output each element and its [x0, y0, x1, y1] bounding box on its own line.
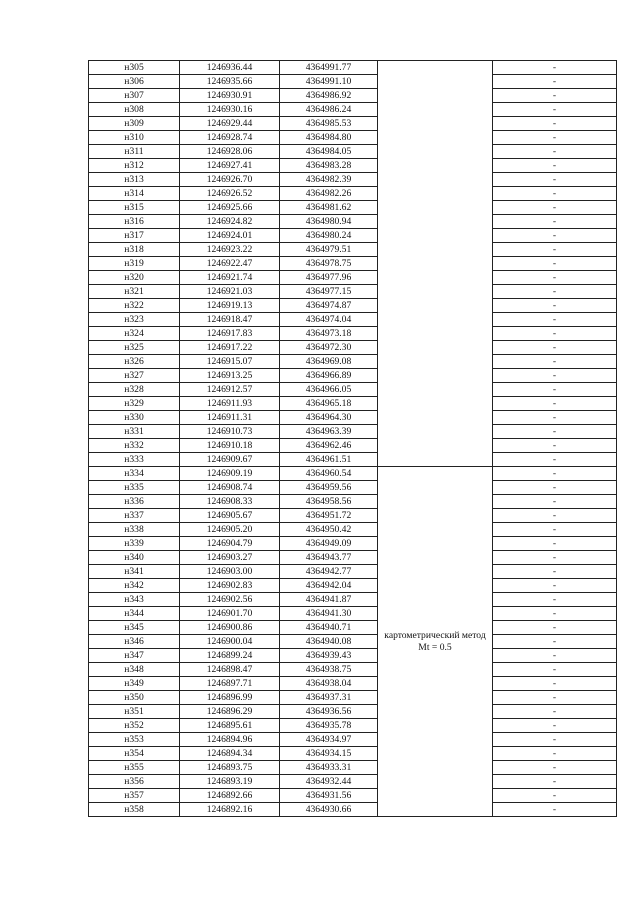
dash-cell: -: [493, 75, 617, 89]
dash-cell: -: [493, 481, 617, 495]
dash-cell: -: [493, 621, 617, 635]
x-coordinate-cell: 1246897.71: [180, 677, 280, 691]
x-coordinate-cell: 1246894.96: [180, 733, 280, 747]
x-coordinate-cell: 1246896.29: [180, 705, 280, 719]
dash-cell: -: [493, 775, 617, 789]
x-coordinate-cell: 1246911.93: [180, 397, 280, 411]
point-name-cell: н338: [89, 523, 180, 537]
y-coordinate-cell: 4364937.31: [280, 691, 378, 705]
y-coordinate-cell: 4364960.54: [280, 467, 378, 481]
dash-cell: -: [493, 537, 617, 551]
table-row: [89, 803, 617, 817]
y-coordinate-cell: 4364938.75: [280, 663, 378, 677]
dash-cell: -: [493, 285, 617, 299]
point-name-cell: н348: [89, 663, 180, 677]
coordinates-table: [88, 60, 617, 817]
y-coordinate-cell: 4364938.04: [280, 677, 378, 691]
point-name-cell: н306: [89, 75, 180, 89]
y-coordinate-cell: 4364979.51: [280, 243, 378, 257]
table-row: [89, 159, 617, 173]
point-name-cell: н336: [89, 495, 180, 509]
x-coordinate-cell: 1246902.56: [180, 593, 280, 607]
x-coordinate-cell: 1246913.25: [180, 369, 280, 383]
x-coordinate-cell: 1246895.61: [180, 719, 280, 733]
table-row: [89, 495, 617, 509]
table-row: [89, 691, 617, 705]
point-name-cell: н358: [89, 803, 180, 817]
dash-cell: -: [493, 61, 617, 75]
x-coordinate-cell: 1246925.66: [180, 201, 280, 215]
x-coordinate-cell: 1246901.70: [180, 607, 280, 621]
point-name-cell: н326: [89, 355, 180, 369]
dash-cell: -: [493, 677, 617, 691]
y-coordinate-cell: 4364980.24: [280, 229, 378, 243]
point-name-cell: н319: [89, 257, 180, 271]
y-coordinate-cell: 4364977.15: [280, 285, 378, 299]
x-coordinate-cell: 1246892.16: [180, 803, 280, 817]
dash-cell: -: [493, 551, 617, 565]
x-coordinate-cell: 1246930.91: [180, 89, 280, 103]
point-name-cell: н349: [89, 677, 180, 691]
dash-cell: -: [493, 733, 617, 747]
table-row: [89, 89, 617, 103]
y-coordinate-cell: 4364934.15: [280, 747, 378, 761]
dash-cell: -: [493, 705, 617, 719]
y-coordinate-cell: 4364943.77: [280, 551, 378, 565]
x-coordinate-cell: 1246909.67: [180, 453, 280, 467]
x-coordinate-cell: 1246896.99: [180, 691, 280, 705]
point-name-cell: н325: [89, 341, 180, 355]
y-coordinate-cell: 4364939.43: [280, 649, 378, 663]
x-coordinate-cell: 1246903.00: [180, 565, 280, 579]
table-row: [89, 397, 617, 411]
table-row: [89, 327, 617, 341]
dash-cell: -: [493, 173, 617, 187]
point-name-cell: н337: [89, 509, 180, 523]
x-coordinate-cell: 1246922.47: [180, 257, 280, 271]
table-row: [89, 453, 617, 467]
x-coordinate-cell: 1246929.44: [180, 117, 280, 131]
table-row: [89, 257, 617, 271]
dash-cell: -: [493, 257, 617, 271]
point-name-cell: н313: [89, 173, 180, 187]
point-name-cell: н355: [89, 761, 180, 775]
x-coordinate-cell: 1246900.04: [180, 635, 280, 649]
dash-cell: -: [493, 215, 617, 229]
x-coordinate-cell: 1246924.01: [180, 229, 280, 243]
table-row: [89, 761, 617, 775]
point-name-cell: н333: [89, 453, 180, 467]
x-coordinate-cell: 1246908.74: [180, 481, 280, 495]
y-coordinate-cell: 4364978.75: [280, 257, 378, 271]
y-coordinate-cell: 4364951.72: [280, 509, 378, 523]
dash-cell: -: [493, 383, 617, 397]
table-row: [89, 775, 617, 789]
point-name-cell: н339: [89, 537, 180, 551]
point-name-cell: н318: [89, 243, 180, 257]
table-row: [89, 607, 617, 621]
point-name-cell: н327: [89, 369, 180, 383]
table-row: [89, 131, 617, 145]
x-coordinate-cell: 1246915.07: [180, 355, 280, 369]
table-row: [89, 355, 617, 369]
x-coordinate-cell: 1246935.66: [180, 75, 280, 89]
point-name-cell: н353: [89, 733, 180, 747]
y-coordinate-cell: 4364980.94: [280, 215, 378, 229]
x-coordinate-cell: 1246893.75: [180, 761, 280, 775]
table-row: [89, 635, 617, 649]
y-coordinate-cell: 4364950.42: [280, 523, 378, 537]
y-coordinate-cell: 4364934.97: [280, 733, 378, 747]
y-coordinate-cell: 4364981.62: [280, 201, 378, 215]
point-name-cell: н309: [89, 117, 180, 131]
y-coordinate-cell: 4364942.04: [280, 579, 378, 593]
dash-cell: -: [493, 369, 617, 383]
x-coordinate-cell: 1246912.57: [180, 383, 280, 397]
x-coordinate-cell: 1246898.47: [180, 663, 280, 677]
x-coordinate-cell: 1246921.03: [180, 285, 280, 299]
point-name-cell: н350: [89, 691, 180, 705]
point-name-cell: н314: [89, 187, 180, 201]
y-coordinate-cell: 4364977.96: [280, 271, 378, 285]
x-coordinate-cell: 1246926.70: [180, 173, 280, 187]
dash-cell: -: [493, 229, 617, 243]
x-coordinate-cell: 1246936.44: [180, 61, 280, 75]
dash-cell: -: [493, 187, 617, 201]
x-coordinate-cell: 1246900.86: [180, 621, 280, 635]
x-coordinate-cell: 1246911.31: [180, 411, 280, 425]
table-row: [89, 481, 617, 495]
point-name-cell: н312: [89, 159, 180, 173]
dash-cell: -: [493, 635, 617, 649]
y-coordinate-cell: 4364991.77: [280, 61, 378, 75]
point-name-cell: н316: [89, 215, 180, 229]
point-name-cell: н307: [89, 89, 180, 103]
y-coordinate-cell: 4364984.80: [280, 131, 378, 145]
y-coordinate-cell: 4364961.51: [280, 453, 378, 467]
x-coordinate-cell: 1246917.83: [180, 327, 280, 341]
table-row: [89, 523, 617, 537]
dash-cell: -: [493, 341, 617, 355]
y-coordinate-cell: 4364965.18: [280, 397, 378, 411]
y-coordinate-cell: 4364962.46: [280, 439, 378, 453]
point-name-cell: н332: [89, 439, 180, 453]
x-coordinate-cell: 1246926.52: [180, 187, 280, 201]
dash-cell: -: [493, 439, 617, 453]
point-name-cell: н317: [89, 229, 180, 243]
table-row: [89, 243, 617, 257]
table-row: [89, 425, 617, 439]
table-row: [89, 565, 617, 579]
point-name-cell: н341: [89, 565, 180, 579]
table-row: [89, 649, 617, 663]
table-row: [89, 285, 617, 299]
point-name-cell: н343: [89, 593, 180, 607]
y-coordinate-cell: 4364982.39: [280, 173, 378, 187]
y-coordinate-cell: 4364930.66: [280, 803, 378, 817]
y-coordinate-cell: 4364959.56: [280, 481, 378, 495]
dash-cell: -: [493, 593, 617, 607]
point-name-cell: н334: [89, 467, 180, 481]
table-row: [89, 201, 617, 215]
y-coordinate-cell: 4364986.92: [280, 89, 378, 103]
table-row: [89, 271, 617, 285]
y-coordinate-cell: 4364983.28: [280, 159, 378, 173]
x-coordinate-cell: 1246910.73: [180, 425, 280, 439]
table-row: [89, 299, 617, 313]
point-name-cell: н342: [89, 579, 180, 593]
dash-cell: -: [493, 299, 617, 313]
y-coordinate-cell: 4364972.30: [280, 341, 378, 355]
table-row: [89, 677, 617, 691]
method-cell: [378, 467, 493, 817]
dash-cell: -: [493, 131, 617, 145]
table-row: [89, 75, 617, 89]
x-coordinate-cell: 1246923.22: [180, 243, 280, 257]
y-coordinate-cell: 4364984.05: [280, 145, 378, 159]
x-coordinate-cell: 1246924.82: [180, 215, 280, 229]
dash-cell: -: [493, 467, 617, 481]
x-coordinate-cell: 1246903.27: [180, 551, 280, 565]
dash-cell: -: [493, 691, 617, 705]
x-coordinate-cell: 1246919.13: [180, 299, 280, 313]
dash-cell: -: [493, 803, 617, 817]
point-name-cell: н328: [89, 383, 180, 397]
table-row: [89, 383, 617, 397]
point-name-cell: н357: [89, 789, 180, 803]
table-row: [89, 117, 617, 131]
table-row: [89, 719, 617, 733]
point-name-cell: н351: [89, 705, 180, 719]
point-name-cell: н340: [89, 551, 180, 565]
table-row: [89, 173, 617, 187]
point-name-cell: н344: [89, 607, 180, 621]
point-name-cell: н335: [89, 481, 180, 495]
dash-cell: -: [493, 243, 617, 257]
point-name-cell: н346: [89, 635, 180, 649]
x-coordinate-cell: 1246928.74: [180, 131, 280, 145]
x-coordinate-cell: 1246905.67: [180, 509, 280, 523]
point-name-cell: н352: [89, 719, 180, 733]
x-coordinate-cell: 1246899.24: [180, 649, 280, 663]
y-coordinate-cell: 4364933.31: [280, 761, 378, 775]
x-coordinate-cell: 1246928.06: [180, 145, 280, 159]
x-coordinate-cell: 1246921.74: [180, 271, 280, 285]
table-row: [89, 369, 617, 383]
point-name-cell: н310: [89, 131, 180, 145]
y-coordinate-cell: 4364941.30: [280, 607, 378, 621]
point-name-cell: н315: [89, 201, 180, 215]
dash-cell: -: [493, 663, 617, 677]
point-name-cell: н320: [89, 271, 180, 285]
table-row: [89, 145, 617, 159]
y-coordinate-cell: 4364973.18: [280, 327, 378, 341]
y-coordinate-cell: 4364941.87: [280, 593, 378, 607]
x-coordinate-cell: 1246910.18: [180, 439, 280, 453]
table-row: [89, 215, 617, 229]
point-name-cell: н356: [89, 775, 180, 789]
y-coordinate-cell: 4364974.87: [280, 299, 378, 313]
table-row: [89, 411, 617, 425]
dash-cell: -: [493, 719, 617, 733]
dash-cell: -: [493, 271, 617, 285]
dash-cell: -: [493, 747, 617, 761]
y-coordinate-cell: 4364982.26: [280, 187, 378, 201]
x-coordinate-cell: 1246927.41: [180, 159, 280, 173]
dash-cell: -: [493, 327, 617, 341]
dash-cell: -: [493, 159, 617, 173]
y-coordinate-cell: 4364964.30: [280, 411, 378, 425]
dash-cell: -: [493, 495, 617, 509]
dash-cell: -: [493, 397, 617, 411]
dash-cell: -: [493, 145, 617, 159]
y-coordinate-cell: 4364936.56: [280, 705, 378, 719]
dash-cell: -: [493, 565, 617, 579]
dash-cell: -: [493, 509, 617, 523]
table-row: [89, 229, 617, 243]
dash-cell: -: [493, 761, 617, 775]
x-coordinate-cell: 1246892.66: [180, 789, 280, 803]
table-row: [89, 61, 617, 75]
x-coordinate-cell: 1246894.34: [180, 747, 280, 761]
x-coordinate-cell: 1246917.22: [180, 341, 280, 355]
table-row: [89, 621, 617, 635]
table-row: [89, 551, 617, 565]
y-coordinate-cell: 4364931.56: [280, 789, 378, 803]
table-row: [89, 341, 617, 355]
dash-cell: -: [493, 355, 617, 369]
x-coordinate-cell: 1246908.33: [180, 495, 280, 509]
point-name-cell: н324: [89, 327, 180, 341]
y-coordinate-cell: 4364985.53: [280, 117, 378, 131]
point-name-cell: н322: [89, 299, 180, 313]
dash-cell: -: [493, 313, 617, 327]
dash-cell: -: [493, 411, 617, 425]
point-name-cell: н347: [89, 649, 180, 663]
table-row: [89, 747, 617, 761]
y-coordinate-cell: 4364969.08: [280, 355, 378, 369]
point-name-cell: н331: [89, 425, 180, 439]
table-row: [89, 313, 617, 327]
dash-cell: -: [493, 425, 617, 439]
point-name-cell: н354: [89, 747, 180, 761]
point-name-cell: н345: [89, 621, 180, 635]
method-text: картометрический метод Mt = 0.5: [384, 629, 486, 653]
point-name-cell: н329: [89, 397, 180, 411]
dash-cell: -: [493, 103, 617, 117]
table-row: [89, 579, 617, 593]
table-row: [89, 439, 617, 453]
point-name-cell: н311: [89, 145, 180, 159]
x-coordinate-cell: 1246909.19: [180, 467, 280, 481]
y-coordinate-cell: 4364949.09: [280, 537, 378, 551]
table-body: [89, 61, 617, 817]
x-coordinate-cell: 1246918.47: [180, 313, 280, 327]
y-coordinate-cell: 4364958.56: [280, 495, 378, 509]
point-name-cell: н323: [89, 313, 180, 327]
y-coordinate-cell: 4364940.71: [280, 621, 378, 635]
y-coordinate-cell: 4364966.89: [280, 369, 378, 383]
x-coordinate-cell: 1246902.83: [180, 579, 280, 593]
method-cell: [378, 61, 493, 467]
table-row: [89, 509, 617, 523]
table-row: [89, 593, 617, 607]
x-coordinate-cell: 1246893.19: [180, 775, 280, 789]
x-coordinate-cell: 1246930.16: [180, 103, 280, 117]
y-coordinate-cell: 4364991.10: [280, 75, 378, 89]
y-coordinate-cell: 4364935.78: [280, 719, 378, 733]
y-coordinate-cell: 4364974.04: [280, 313, 378, 327]
point-name-cell: н308: [89, 103, 180, 117]
dash-cell: -: [493, 201, 617, 215]
table-row: [89, 789, 617, 803]
x-coordinate-cell: 1246905.20: [180, 523, 280, 537]
table-row: [89, 103, 617, 117]
dash-cell: -: [493, 89, 617, 103]
y-coordinate-cell: 4364966.05: [280, 383, 378, 397]
dash-cell: -: [493, 523, 617, 537]
table-row: [89, 537, 617, 551]
table-row: [89, 733, 617, 747]
table-row: [89, 705, 617, 719]
dash-cell: -: [493, 607, 617, 621]
y-coordinate-cell: 4364963.39: [280, 425, 378, 439]
dash-cell: -: [493, 649, 617, 663]
y-coordinate-cell: 4364940.08: [280, 635, 378, 649]
y-coordinate-cell: 4364986.24: [280, 103, 378, 117]
dash-cell: -: [493, 579, 617, 593]
dash-cell: -: [493, 453, 617, 467]
dash-cell: -: [493, 117, 617, 131]
y-coordinate-cell: 4364932.44: [280, 775, 378, 789]
x-coordinate-cell: 1246904.79: [180, 537, 280, 551]
point-name-cell: н305: [89, 61, 180, 75]
y-coordinate-cell: 4364942.77: [280, 565, 378, 579]
table-row: [89, 187, 617, 201]
table-row: [89, 663, 617, 677]
table-row: [89, 467, 617, 481]
dash-cell: -: [493, 789, 617, 803]
point-name-cell: н330: [89, 411, 180, 425]
point-name-cell: н321: [89, 285, 180, 299]
